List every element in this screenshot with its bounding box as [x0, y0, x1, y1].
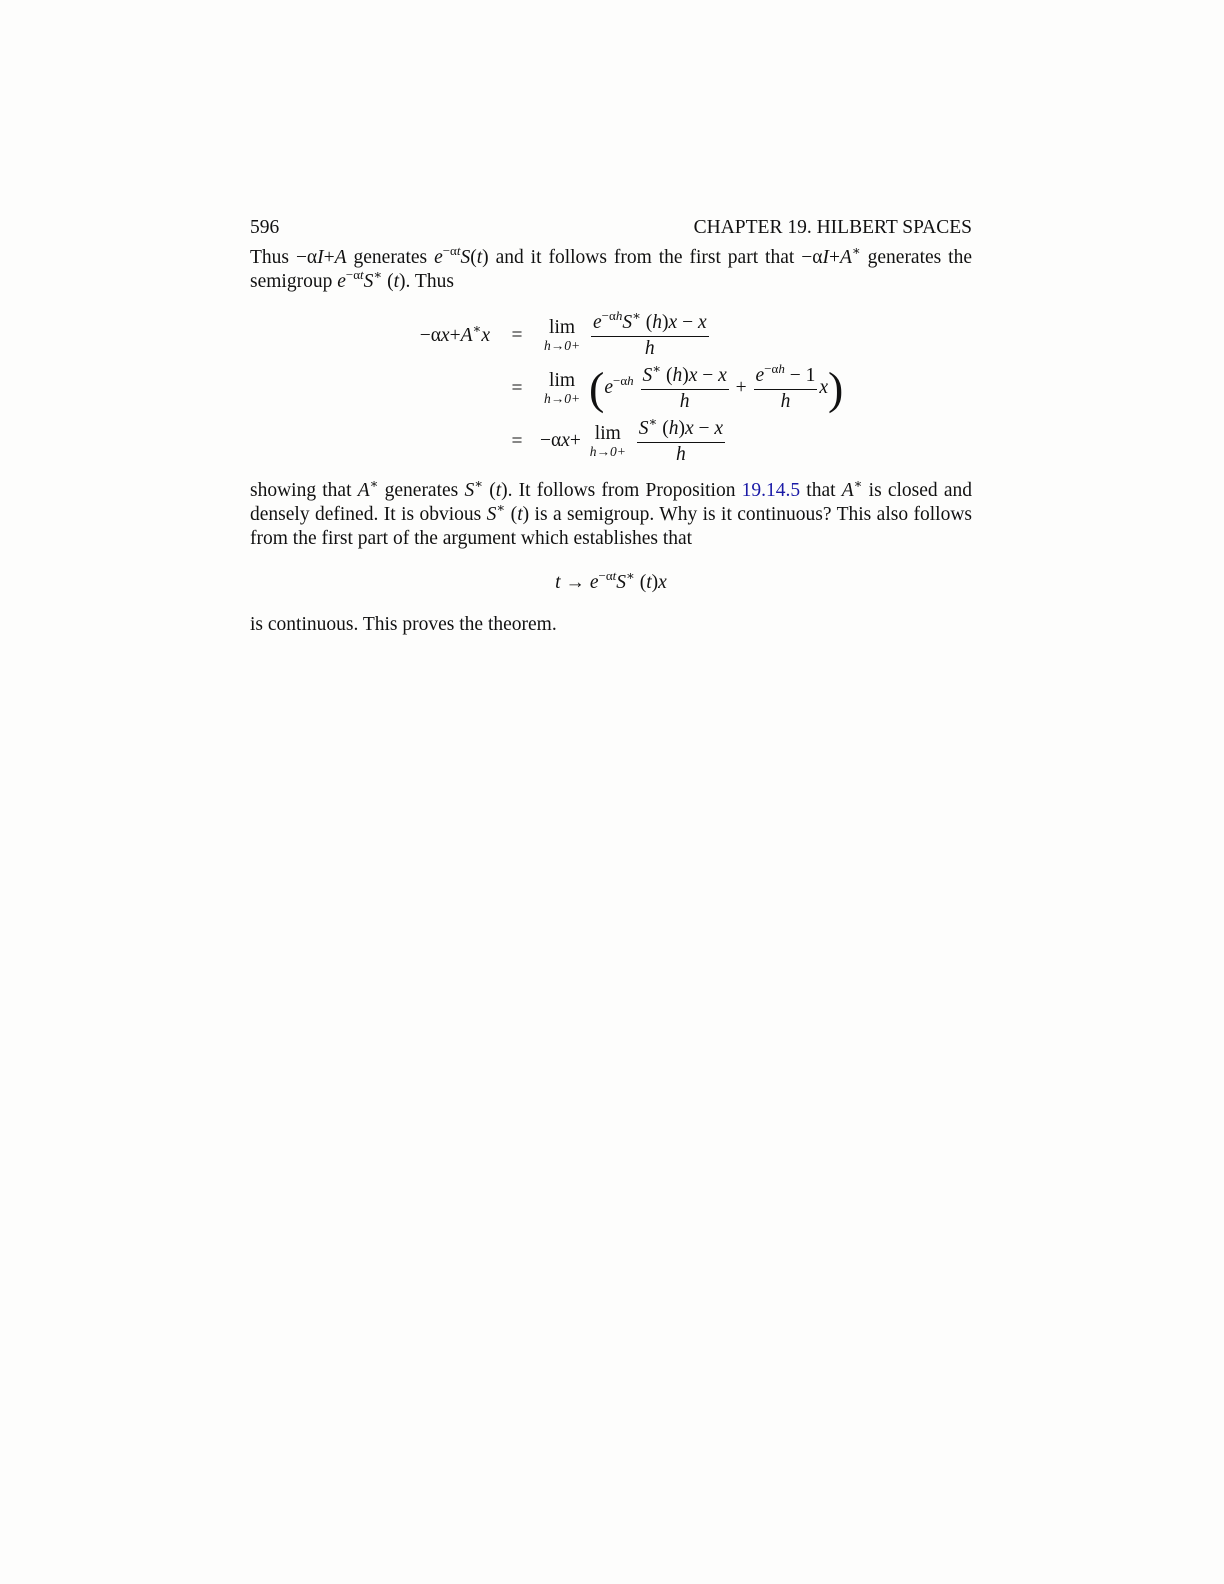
limit-operator: lim h→0+ [589, 423, 626, 459]
proposition-link[interactable]: 19.14.5 [741, 480, 801, 501]
equation-row-1: −αx+A∗x = lim h→0+ $\frac{e^{-\alpha h}S^∗ (h)x - x}{h}$ [419, 308, 707, 359]
fraction: $\frac{e^{-\alpha h} - 1}{h}$ [755, 361, 816, 412]
equation-row-2: = lim h→0+ ($e^{-\alpha h}$ $\frac{S^∗ (h)x - x}{h}$ + $\frac{e^{-\alpha h} - 1}{h}$ x) [511, 361, 844, 414]
equation-row-3: = −αx+ lim h→0+ $\frac{S^∗ (h)x - x}{h}$ [511, 414, 724, 465]
limit-operator: lim h→0+ [544, 317, 581, 353]
fraction: $\frac{S^∗ (h)x - x}{h}$ [638, 414, 724, 465]
limit-operator: lim h→0+ [544, 370, 581, 406]
display-equation: $t \to e^{-\alpha t}S^∗$ (t)x [555, 568, 667, 593]
paragraph-2: showing that A∗ generates S∗ (t). It follows from Proposition 19.14.5 that A∗ is closed and densely defined. It is obvious S∗ (t) is a semigroup. Why is it continuous? This also follows from the first part of the argument which establishes that [250, 476, 972, 549]
equation-array [250, 308, 972, 465]
running-header [250, 216, 972, 246]
paragraph-3: is continuous. This proves the theorem. [250, 614, 557, 635]
page-number: 596 [250, 217, 280, 238]
paragraph-1: Thus −αI+A generates $e^{-\alpha t}S(t)$ and it follows from the first part that −αI+A∗ generates the semigroup $e^{-\alpha t}S^∗$ (t). Thus [250, 243, 973, 292]
chapter-title: CHAPTER 19. HILBERT SPACES [693, 217, 972, 238]
fraction: $\frac{e^{-\alpha h}S^∗ (h)x - x}{h}$ [593, 308, 707, 359]
page [250, 216, 972, 637]
fraction: $\frac{S^∗ (h)x - x}{h}$ [642, 361, 727, 412]
